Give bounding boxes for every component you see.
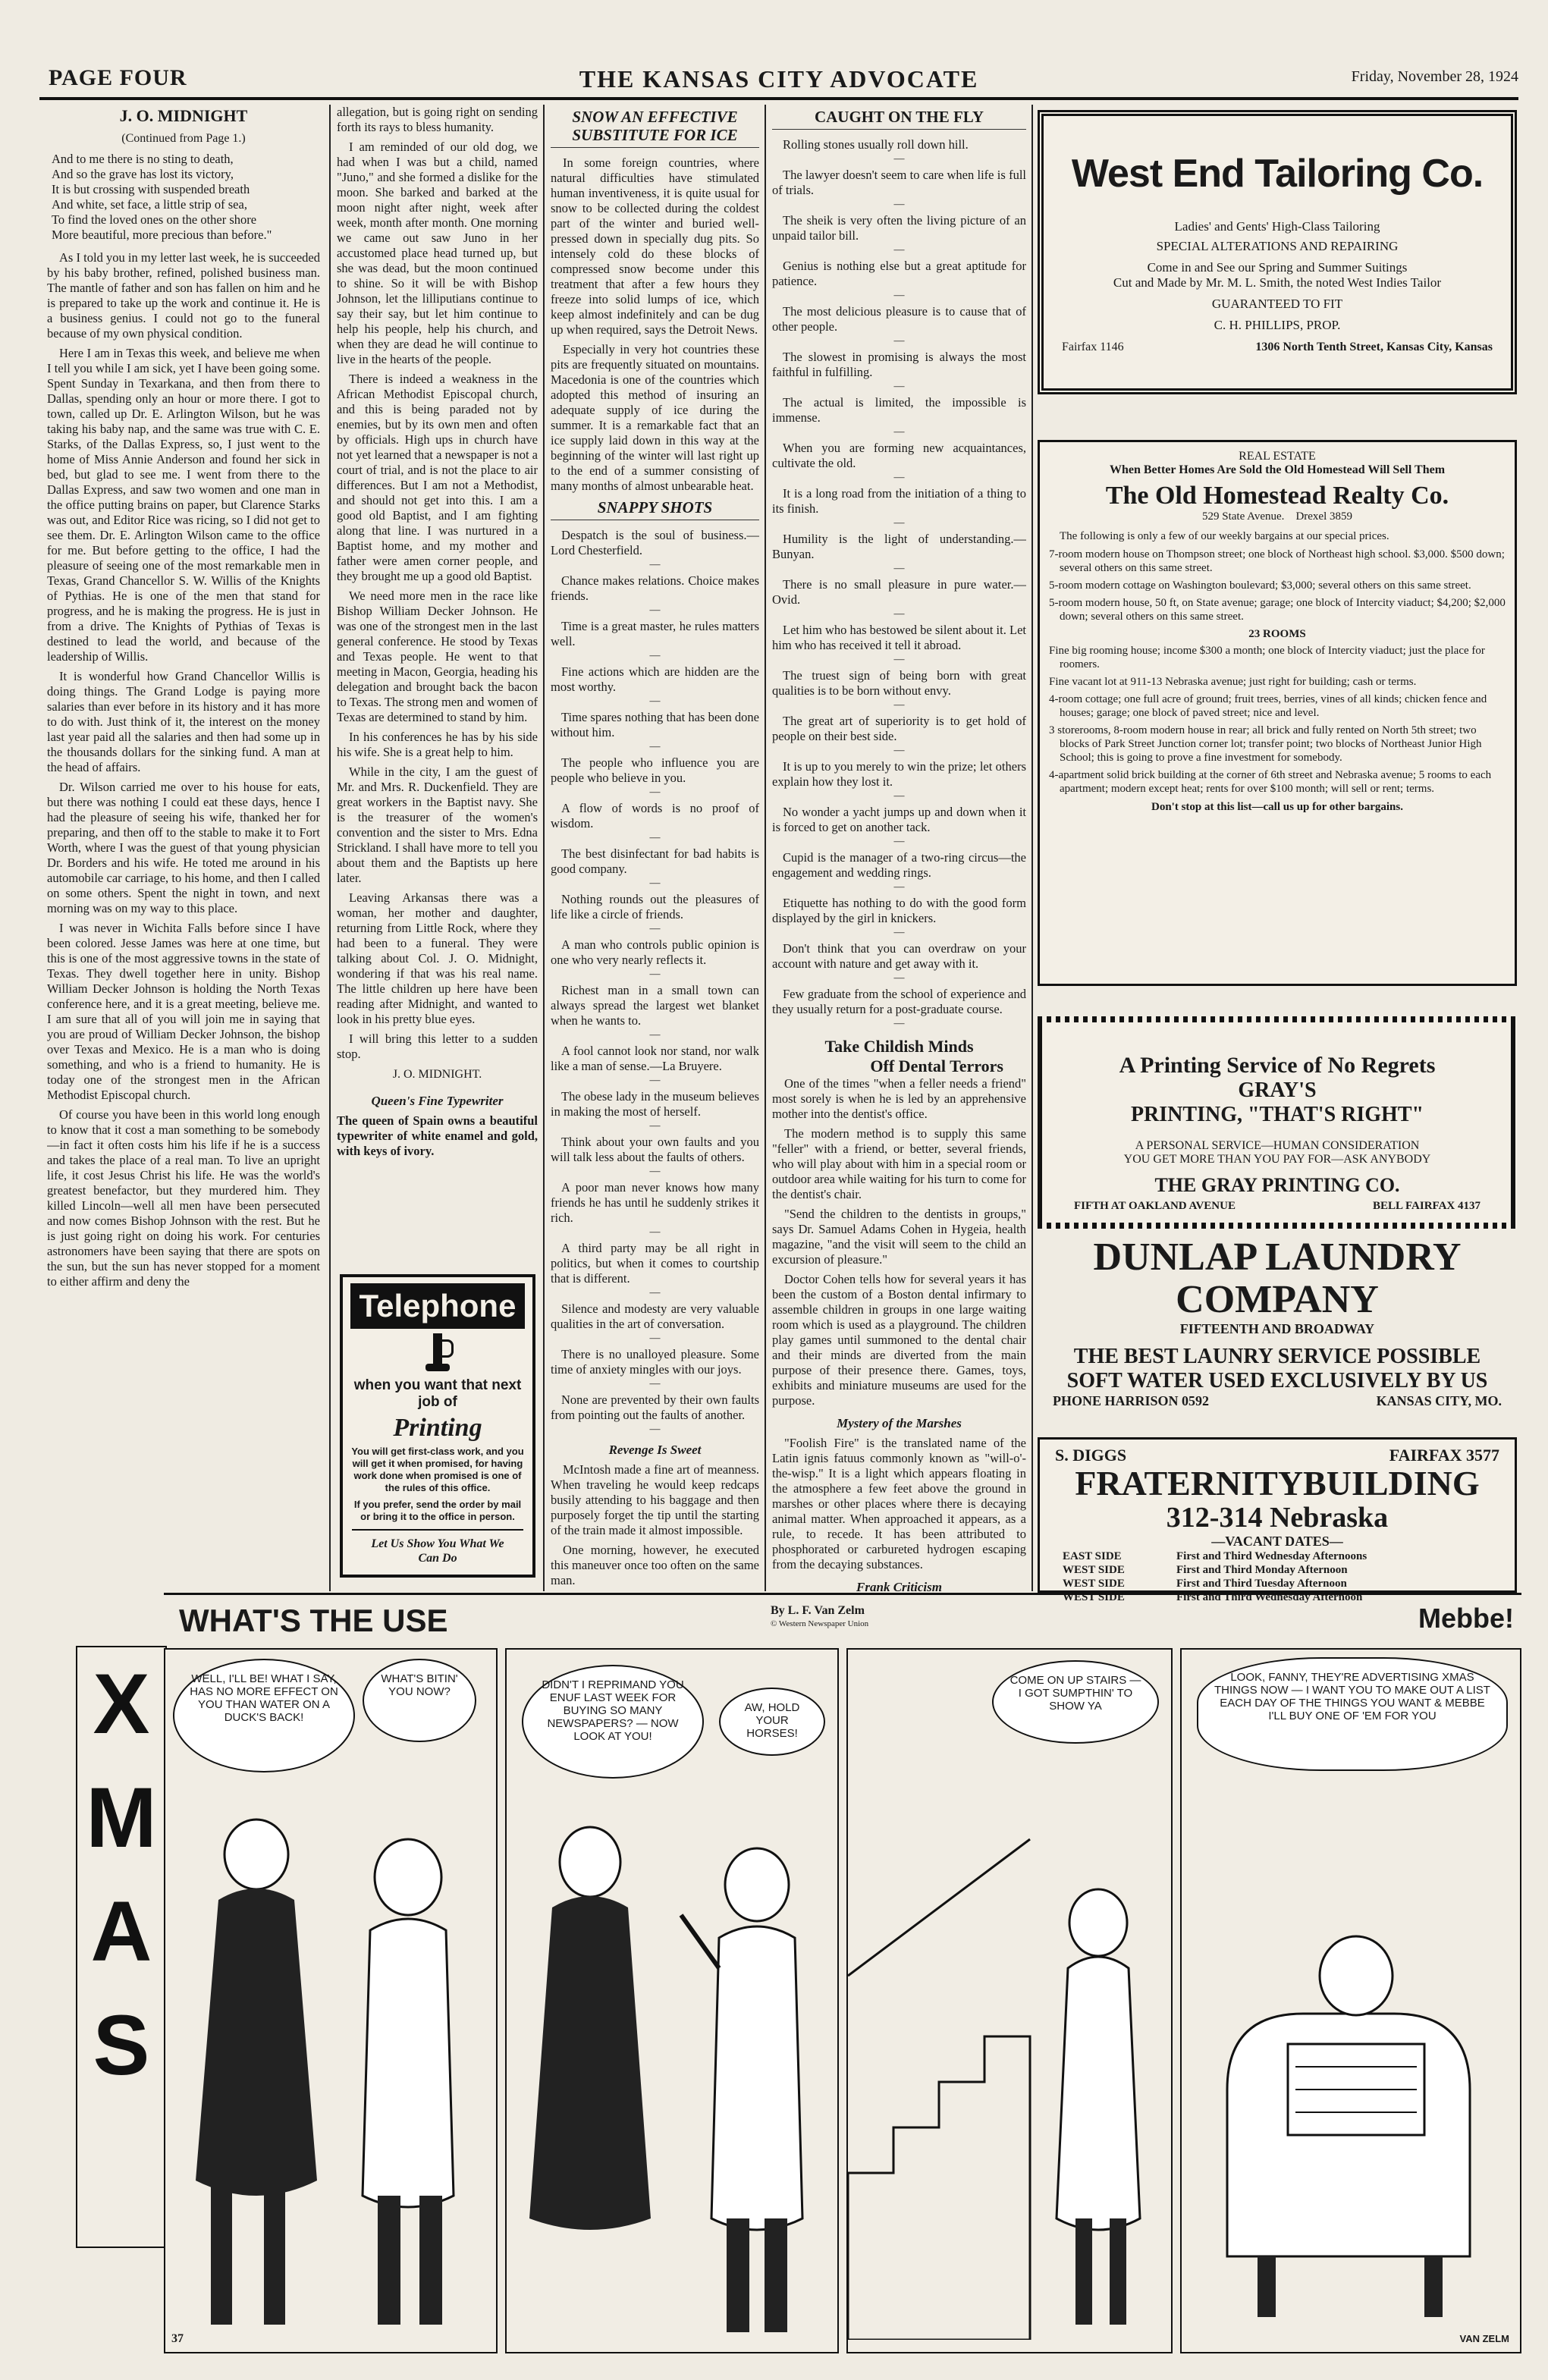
xmas-letter: M xyxy=(86,1770,157,1865)
paragraph: There is indeed a weakness in the African Methodist Episcopal church, and this is being paraded not by enemies, but by its own men and often by officials. High ups in church have not yet learned that a newspaper is not a court of trial, and is not the place to air differences. But I am not a Methodist, and should not get into this. I am a good old Baptist, and I am fighting along that line. I was nurtured in a Baptist home, and my mother and father were amen corner people, and they brought me up a good old Baptist. xyxy=(337,372,538,583)
tailoring-ad xyxy=(1038,110,1517,394)
paragraph: allegation, but is going right on sending forth its rays to bless humanity. xyxy=(337,105,538,134)
separator: — xyxy=(893,654,905,665)
realty-closing: Don't stop at this list—call us up for other bargains. xyxy=(1151,801,1403,813)
speech-balloon: WHAT'S BITIN' YOU NOW? xyxy=(363,1659,476,1742)
paragraph: Dr. Wilson carried me over to his house for eats, but there was nothing I could eat these days, hence I had the pleasure of seeing his wife, thanked her for preparing, and then off to the stable to make it to Fort Worth, where I was the guest of that young physician Dr. Borders and his wife. He toted me around in his automobile car carriage, to his home, and then I called on some others. Spent the night in town, and next morning was on my way to this place. xyxy=(47,780,320,915)
snappy-item: Time is a great master, he rules matters well. xyxy=(551,619,759,648)
separator: — xyxy=(649,1166,661,1177)
realty-listing: 7-room modern house on Thompson street; one block of Northeast high school. $3,000. $500 down; several others on this same street. xyxy=(1049,548,1505,574)
separator: — xyxy=(649,787,661,798)
fly-item: It is a long road from the initiation of a thing to its finish. xyxy=(772,486,1026,516)
dental-headline xyxy=(772,1037,1026,1076)
paragraph: Especially in very hot countries these pits are frequently situated on mountains. Macedonia is one of the countries which adopted this method of insuring an adequate supply of ice during the summer. It is a remarkable fact that an ice supply laid down in this way at the beginning of the winter will last right up to the end of a summer consisting of many months of almost unbearable heat. xyxy=(551,342,759,493)
column-rule xyxy=(1031,105,1033,1591)
laundry-ad xyxy=(1038,1236,1517,1426)
fraternity-top xyxy=(1040,1440,1515,1465)
fraternity-when: First and Third Wednesday Afternoon xyxy=(1176,1591,1363,1603)
snappy-item: A third party may be all right in politics, but when it comes to courtship that is different. xyxy=(551,1241,759,1286)
column-rule xyxy=(329,105,331,1591)
xmas-letter: S xyxy=(93,1998,150,2093)
xmas-letter: A xyxy=(90,1884,152,1979)
fly-item: The lawyer doesn't seem to care when life is full of trials. xyxy=(772,168,1026,197)
fly-item: Let him who has bestowed be silent about it. Let him who has received it tell it abroad. xyxy=(772,623,1026,652)
snappy-item: A man who controls public opinion is one who very nearly reflects it. xyxy=(551,937,759,967)
frank-headline: Frank Criticism xyxy=(856,1580,942,1591)
telephone-body2: If you prefer, send the order by mail or bring it to the office in person. xyxy=(353,1499,522,1522)
separator: — xyxy=(893,563,905,574)
laundry-name: COMPANY xyxy=(1176,1278,1379,1321)
realty-sub: When Better Homes Are Sold the Old Homestead Will Sell Them xyxy=(1109,463,1446,476)
realty-address: 529 State Avenue. xyxy=(1201,510,1285,523)
printing-line: A Printing Service of No Regrets xyxy=(1119,1053,1436,1078)
signature: J. O. MIDNIGHT. xyxy=(392,1068,482,1081)
fly-headline: CAUGHT ON THE FLY xyxy=(772,108,1026,130)
fly-item: The most delicious pleasure is to cause that of other people. xyxy=(772,304,1026,334)
separator: — xyxy=(649,1029,661,1041)
separator: — xyxy=(893,426,905,438)
fly-item: Genius is nothing else but a great aptitude for patience. xyxy=(772,259,1026,288)
tailor-phone: Fairfax 1146 xyxy=(1062,341,1124,353)
paragraph: "Send the children to the dentists in groups," says Dr. Samuel Adams Cohen in Hygeia, health magazine, "and the visit will seem to the child an excursion of pleasure." xyxy=(772,1207,1026,1267)
couple-illustration xyxy=(165,1786,496,2347)
separator: — xyxy=(893,927,905,938)
comic-panel-1 xyxy=(164,1648,498,2353)
paragraph: In his conferences he has by his side his wife. She is a great help to him. xyxy=(337,730,538,759)
fraternity-date-row xyxy=(1040,1577,1515,1590)
fly-item: The great art of superiority is to get hold of people on their best side. xyxy=(772,714,1026,743)
tailor-footer xyxy=(1044,333,1511,354)
printing-name: THE GRAY PRINTING CO. xyxy=(1154,1174,1400,1196)
realty-listing: 5-room modern house, 50 ft, on State avenue; garage; one block of Intercity viaduct; $4,200; $2,000 down; several others on this same street. xyxy=(1049,597,1506,623)
telephone-line1: when you want that next job of xyxy=(353,1377,522,1410)
panel-number: 37 xyxy=(171,2332,184,2345)
fly-list xyxy=(772,137,1026,1029)
column-rule xyxy=(765,105,766,1591)
separator: — xyxy=(893,745,905,756)
separator: — xyxy=(649,650,661,661)
separator: — xyxy=(649,1226,661,1238)
telephone-footer: Let Us Show You What We Can Do xyxy=(352,1529,523,1565)
laundry-footer xyxy=(1038,1393,1517,1409)
fraternity-date-row xyxy=(1040,1563,1515,1577)
realty-phone: Drexel 3859 xyxy=(1295,510,1352,523)
comic-tag: Mebbe! xyxy=(1418,1603,1514,1634)
separator: — xyxy=(893,608,905,620)
laundry-line: SOFT WATER USED EXCLUSIVELY BY US xyxy=(1066,1369,1488,1393)
comic-panel-4 xyxy=(1180,1648,1521,2353)
snappy-item: The obese lady in the museum believes in making the most of herself. xyxy=(551,1089,759,1119)
printing-footer xyxy=(1044,1197,1511,1216)
article-title: J. O. MIDNIGHT xyxy=(119,106,248,125)
printing-phone: BELL FAIRFAX 4137 xyxy=(1373,1200,1480,1212)
fly-item: The sheik is very often the living picture of an unpaid tailor bill. xyxy=(772,213,1026,243)
fly-item: Humility is the light of understanding.—Bunyan. xyxy=(772,532,1026,561)
paragraph: One morning, however, he executed this maneuver once too often on the same man. xyxy=(551,1543,759,1587)
poem xyxy=(52,152,320,243)
typewriter-text: The queen of Spain owns a beautiful typewriter of white enamel and gold, with keys of ivory. xyxy=(337,1113,538,1158)
separator: — xyxy=(893,199,905,210)
xmas-letter: X xyxy=(93,1656,150,1751)
snappy-item: None are prevented by their own faults from pointing out the faults of another. xyxy=(551,1393,759,1422)
realty-ad xyxy=(1038,440,1517,986)
separator: — xyxy=(649,741,661,752)
realty-listings xyxy=(1049,529,1506,814)
paragraph: One of the times "when a feller needs a friend" most sorely is when he is led by an apprehensive mother into the dentist's office. xyxy=(772,1076,1026,1121)
comic-syndicate: © Western Newspaper Union xyxy=(771,1619,869,1628)
fraternity-side: WEST SIDE xyxy=(1063,1578,1125,1590)
snappy-headline: SNAPPY SHOTS xyxy=(551,498,759,520)
separator: — xyxy=(649,878,661,889)
separator: — xyxy=(649,1075,661,1086)
speech-balloon: LOOK, FANNY, THEY'RE ADVERTISING XMAS THINGS NOW — I WANT YOU TO MAKE OUT A LIST EACH DAY OF THE THINGS YOU WANT & MEBBE I'LL BUY ONE OF 'EM FOR YOU xyxy=(1197,1657,1508,1771)
page-label: PAGE FOUR xyxy=(49,65,187,90)
tailor-line: GUARANTEED TO FIT xyxy=(1211,297,1343,311)
paragraph: I will bring this letter to a sudden stop. xyxy=(337,1031,538,1061)
separator: — xyxy=(649,923,661,934)
snappy-item: A poor man never knows how many friends he has until he suddenly strikes it rich. xyxy=(551,1180,759,1225)
revenge-headline: Revenge Is Sweet xyxy=(608,1443,702,1457)
snappy-item: The best disinfectant for bad habits is good company. xyxy=(551,846,759,876)
poem-line: And white, set face, a little strip of sea, xyxy=(52,197,247,212)
realty-listing: 3 storerooms, 8-room modern house in rear; all brick and fully rented on North 5th street; two blocks of Park Street Junction corner lot; transfer point; two blocks of Northeast Junior High School; this is going to prove a fine investment for somebody. xyxy=(1049,724,1482,764)
separator: — xyxy=(649,1378,661,1389)
snappy-item: A fool cannot look nor stand, nor walk like a man of sense.—La Bruyere. xyxy=(551,1044,759,1073)
separator: — xyxy=(893,335,905,347)
continued-note: (Continued from Page 1.) xyxy=(121,132,246,145)
snappy-item: Fine actions which are hidden are the most worthy. xyxy=(551,664,759,694)
comic-strip xyxy=(164,1593,1521,2353)
realty-intro: The following is only a few of our weekly bargains at our special prices. xyxy=(1060,530,1389,542)
printing-line: PRINTING, "THAT'S RIGHT" xyxy=(1130,1103,1424,1126)
realty-listing: 5-room modern cottage on Washington boulevard; $3,000; several others on this same street. xyxy=(1049,579,1471,592)
separator: — xyxy=(893,472,905,483)
fraternity-side: WEST SIDE xyxy=(1063,1564,1125,1576)
paragraph: Leaving Arkansas there was a woman, her mother and daughter, returning from Little Rock, where they had been to a funeral. They were talking about Col. J. O. Midnight, wondering if that was his real name. The little children up here have been reading after Midnight, and wanted to look in his pretty blue eyes. xyxy=(337,890,538,1026)
telephone-body: You will get first-class work, and you will get it when promised, for having work done when promised is one of the rules of this office. xyxy=(351,1446,524,1493)
snappy-item: There is no unalloyed pleasure. Some time of anxiety mingles with our joys. xyxy=(551,1347,759,1377)
paragraph: "Foolish Fire" is the translated name of the Latin ignis fatuus commonly known as "will-o'-the-wisp." It is a light which appears floating in the atmosphere a few feet above the ground in marshes or other places where there is decaying animal matter. When approached it appears, as a rule, to recede. It has been attributed to phosphorated or carbureted hydrogen escaping from the decaying substances. xyxy=(772,1436,1026,1571)
paragraph: Doctor Cohen tells how for several years it has been the custom of a Boston dental infirmary to assemble children in groups in one large waiting room which is used as a playground. The children play games until summoned to the dental chair and their minds are diverted from the main purpose of their presence there. Games, toys, exhibits and miniature museums are used for the purpose. xyxy=(772,1272,1026,1408)
printing-line: YOU GET MORE THAN YOU PAY FOR—ASK ANYBODY xyxy=(1123,1153,1431,1166)
tailor-line: Come in and See our Spring and Summer Suitings xyxy=(1147,260,1408,275)
paper-name: THE KANSAS CITY ADVOCATE xyxy=(579,65,979,93)
paragraph: Here I am in Texas this week, and believe me when I tell you while I am sick, yet I have been going some. Spent Sunday in Texarkana, and then from there to Dallas, spending only an hour or more there. I got to town, called up Dr. E. Arlington Wilson, but he was taking his baby nap, and the same was true with C. E. Starks, of the Dallas Express, so, I just went to the home of Miss Annie Anderson and found her sick in bed, but glad to see me. I went from there to the Dallas Express, and saw two women and one man in the office putting brains on paper, but Clarence Starks was out, and Editor Rice was ricing, so I did not get to see them. Dr. E. Arlington Wilson came to the office for me. But before getting to the office, I had the pleasure of seeing one of the most remarkable men in Texas, Grand Chancellor S. W. Willis of the Knights of Pythias. He is one of the men that stand for progress, and he is making the progress. He is just in from a drive. The Knights of Pythias of Texas is destined to lead the world, and because of the leadership of Willis. xyxy=(47,346,320,664)
column-features xyxy=(551,105,759,1591)
paragraph: Of course you have been in this world long enough to know that it cost a man something to be somebody —in fact it often costs him his life if he is a success and takes the place of a real man. To live an upright life, it cost Jesus Christ his life. He was the world's greatest benefactor, but they murdered him. They killed Lincoln—well all men have been persecuted and now comes Bishop Johnson with the rest. But he is just going right on doing his work. For centuries astronomers have been saying that there are spots on the sun, but the sun has never stopped for a moment to either affirm and deny the xyxy=(47,1107,320,1289)
comic-panel-3 xyxy=(846,1648,1173,2353)
dental-headline-line2: Off Dental Terrors xyxy=(870,1057,1003,1075)
issue-date: Friday, November 28, 1924 xyxy=(1351,68,1518,85)
laundry-line: THE BEST LAUNRY SERVICE POSSIBLE xyxy=(1073,1345,1481,1368)
poem-line: More beautiful, more precious than before." xyxy=(52,228,272,242)
armchair-illustration xyxy=(1182,1786,1520,2347)
fraternity-when: First and Third Wednesday Afternoons xyxy=(1176,1550,1367,1562)
separator: — xyxy=(893,290,905,301)
paragraph: As I told you in my letter last week, he is succeeded by his baby brother, refined, polished business man. The mantle of father and son has fallen on him and he is prepared to take up the work and continue it. He is a business genius. I could not go to the funeral because of my own physical condition. xyxy=(47,250,320,341)
snappy-item: Richest man in a small town can always spread the largest wet blanket when he wants to. xyxy=(551,983,759,1028)
fly-item: Don't think that you can overdraw on your account with nature and get away with it. xyxy=(772,941,1026,971)
laundry-address: FIFTEENTH AND BROADWAY xyxy=(1179,1321,1375,1336)
typewriter-headline: Queen's Fine Typewriter xyxy=(371,1094,504,1108)
fly-item: Etiquette has nothing to do with the good form displayed by the girl in knickers. xyxy=(772,896,1026,925)
fraternity-date-row xyxy=(1040,1550,1515,1563)
snappy-item: Silence and modesty are very valuable qualities in the art of conversation. xyxy=(551,1301,759,1331)
poem-line: It is but crossing with suspended breath xyxy=(52,182,250,196)
snappy-item: The people who influence you are people who believe in you. xyxy=(551,755,759,785)
fraternity-owner: S. DIGGS xyxy=(1055,1446,1127,1465)
fraternity-when: First and Third Tuesday Afternoon xyxy=(1176,1578,1347,1590)
telephone-printing-ad xyxy=(340,1274,535,1578)
argument-illustration xyxy=(507,1794,837,2340)
fraternity-ad xyxy=(1038,1437,1517,1603)
snappy-item: Time spares nothing that has been done without him. xyxy=(551,710,759,739)
separator: — xyxy=(893,517,905,529)
fraternity-name: FRATERNITYBUILDING xyxy=(1075,1464,1480,1502)
separator: — xyxy=(649,559,661,570)
fly-item: No wonder a yacht jumps up and down when it is forced to get on another tack. xyxy=(772,805,1026,834)
tailor-line: Ladies' and Gents' High-Class Tailoring xyxy=(1174,219,1380,234)
tailor-line: SPECIAL ALTERATIONS AND REPAIRING xyxy=(1156,239,1399,253)
realty-name: The Old Homestead Realty Co. xyxy=(1105,482,1449,510)
realty-contact xyxy=(1049,510,1506,523)
separator: — xyxy=(893,790,905,802)
masthead xyxy=(39,62,1518,100)
fraternity-side: EAST SIDE xyxy=(1063,1550,1122,1562)
poem-line: And to me there is no sting to death, xyxy=(52,152,234,166)
separator: — xyxy=(893,381,905,392)
separator: — xyxy=(649,695,661,707)
paragraph: It is wonderful how Grand Chancellor Willis is doing things. The Grand Lodge is paying more salaries than ever before in its history and it has more to do with. Just think of it, the interest on the money last year paid all the salaries and then had some up in the thousands dollars for the sinking fund. A man at the head of affairs. xyxy=(47,669,320,774)
snappy-item: Nothing rounds out the pleasures of life like a circle of friends. xyxy=(551,892,759,922)
paragraph: The modern method is to supply this same "feller" with a friend, or better, several friends, who will play about with him in a special room or outdoor area while waiting for his turn to come for the dentist's chair. xyxy=(772,1126,1026,1201)
paragraph: I am reminded of our old dog, we had when I was but a child, named "Juno," and she formed a dislike for the moon. She barked and barked at the moon night after night, week after week, month after month. One morning we came out saw Juno in her accustomed place head turned up, but she was dead, but the moon continued to shine. So it will be with Bishop Johnson, let the lilliputians continue to say their say, but let him continue to help his people, help his church, and when they are dead he will continue to live in the hearts of the people. xyxy=(337,140,538,366)
printing-line: A PERSONAL SERVICE—HUMAN CONSIDERATION xyxy=(1135,1139,1420,1152)
speech-balloon: DIDN'T I REPRIMAND YOU ENUF LAST WEEK FOR BUYING SO MANY NEWSPAPERS? — NOW LOOK AT YOU! xyxy=(522,1665,704,1779)
realty-listing: 4-apartment solid brick building at the corner of 6th street and Nebraska avenue; 5 rooms to each apartment; modern except heat; rents for over $100 month; will sell or rent; terms. xyxy=(1049,769,1492,795)
paragraph: I was never in Wichita Falls before since I have been colored. Jesse James was here at one time, but this is one of the most aggressive towns in the state of Texas. They dwell together here in unity. Bishop William Decker Johnson is holding the North Texas conference here, and it is a great meeting, believe me. I am sure that all of you will join me in saying that you are proud of William Decker Johnson, the bishop over Texas and Mexico. He is a man who is doing something, and who is a friend to humanity. He is today one of the strongest men in the African Methodist Episcopal church. xyxy=(47,921,320,1102)
fly-item: There is no small pleasure in pure water.—Ovid. xyxy=(772,577,1026,607)
realty-rooms-head: 23 ROOMS xyxy=(1248,628,1306,640)
fraternity-street: 312-314 Nebraska xyxy=(1166,1502,1389,1534)
telephone-title: Telephone xyxy=(350,1283,525,1329)
fraternity-side: WEST SIDE xyxy=(1063,1591,1125,1603)
printing-line: GRAY'S xyxy=(1238,1079,1317,1102)
paragraph: In some foreign countries, where natural difficulties have stimulated human inventiveness, it is quite usual for snow to be collected during the coldest part of the winter and buried well-pressed down in specially dug pits. So intensely cold do these blocks of compressed snow become under this treatment that after a few hours they freeze into solid lumps of ice, which keep almost indefinitely and can be dug up when required, says the Detroit News. xyxy=(551,155,759,337)
comic-panel-2 xyxy=(505,1648,839,2353)
tailor-address: 1306 North Tenth Street, Kansas City, Kansas xyxy=(1255,341,1493,353)
tailor-name: West End Tailoring Co. xyxy=(1071,152,1484,196)
snappy-list xyxy=(551,528,759,1435)
separator: — xyxy=(893,699,905,711)
realty-head: REAL ESTATE xyxy=(1239,450,1316,463)
realty-listing: Fine vacant lot at 911-13 Nebraska avenue; just right for building; cash or terms. xyxy=(1049,676,1417,688)
fly-item: Rolling stones usually roll down hill. xyxy=(783,137,969,152)
separator: — xyxy=(649,1120,661,1132)
separator: — xyxy=(893,972,905,984)
dental-headline-line1: Take Childish Minds xyxy=(824,1037,974,1056)
fraternity-when: First and Third Monday Afternoon xyxy=(1176,1564,1348,1576)
artist-signature: VAN ZELM xyxy=(1459,2333,1509,2344)
snow-headline: SNOW AN EFFECTIVE SUBSTITUTE FOR ICE xyxy=(551,108,759,148)
poem-line: To find the loved ones on the other shore xyxy=(52,212,257,227)
stairs-illustration xyxy=(848,1748,1171,2340)
fly-item: The truest sign of being born with great qualities is to be born without envy. xyxy=(772,668,1026,698)
laundry-name: DUNLAP LAUNDRY xyxy=(1093,1236,1462,1279)
printing-ad xyxy=(1038,1016,1517,1229)
separator: — xyxy=(893,244,905,256)
laundry-phone: PHONE HARRISON 0592 xyxy=(1053,1393,1210,1408)
realty-listing: 4-room cottage; one full acre of ground; fruit trees, berries, vines of all kinds; chicken fence and houses; garage; one block of paved street; nice and level. xyxy=(1049,693,1487,719)
fly-item: The actual is limited, the impossible is immense. xyxy=(772,395,1026,425)
paragraph: While in the city, I am the guest of Mr. and Mrs. R. Duckenfield. They are great workers in the Baptist navy. She is the treasurer of the women's convention and the sister to Mrs. Edna Strickland. I shall have more to tell you about them and the Baptists up here later. xyxy=(337,765,538,885)
fraternity-phone: FAIRFAX 3577 xyxy=(1389,1446,1499,1465)
fly-item: Cupid is the manager of a two-ring circus—the engagement and wedding rings. xyxy=(772,850,1026,880)
snappy-item: Chance makes relations. Choice makes friends. xyxy=(551,573,759,603)
speech-balloon: WELL, I'LL BE! WHAT I SAY, HAS NO MORE EFFECT ON YOU THAN WATER ON A DUCK'S BACK! xyxy=(173,1659,355,1772)
column-rule xyxy=(543,105,545,1591)
separator: — xyxy=(649,969,661,980)
fly-item: Few graduate from the school of experience and they usually return for a post-graduate course. xyxy=(772,987,1026,1016)
separator: — xyxy=(893,153,905,165)
xmas-sidebar xyxy=(76,1646,167,2248)
tailor-line: Cut and Made by Mr. M. L. Smith, the noted West Indies Tailor xyxy=(1113,275,1442,290)
speech-balloon: AW, HOLD YOUR HORSES! xyxy=(719,1688,825,1756)
realty-listing: Fine big rooming house; income $300 a month; one block of Intercity viaduct; just the place for roomers. xyxy=(1049,645,1485,670)
telephone-printing-word: Printing xyxy=(393,1414,482,1442)
separator: — xyxy=(893,881,905,893)
telephone-icon xyxy=(422,1333,453,1373)
separator: — xyxy=(649,1333,661,1344)
separator: — xyxy=(649,1424,661,1435)
paragraph: We need more men in the race like Bishop William Decker Johnson. He was one of the strongest men in the last general conference. He stood by Texas and Texas people. He went to that meeting in Macon, Georgia, heading his delegation and brought back the bacon to Texas. The strong men and women of Texas are determined to stand by him. xyxy=(337,589,538,724)
laundry-city: KANSAS CITY, MO. xyxy=(1376,1393,1502,1408)
separator: — xyxy=(649,604,661,616)
column-fly xyxy=(772,105,1026,1591)
tailor-line: C. H. PHILLIPS, PROP. xyxy=(1214,318,1341,332)
snappy-item: Think about your own faults and you will talk less about the faults of others. xyxy=(551,1135,759,1164)
comic-byline: By L. F. Van Zelm xyxy=(771,1604,865,1617)
comic-title: WHAT'S THE USE xyxy=(179,1603,448,1638)
separator: — xyxy=(649,832,661,843)
fly-item: The slowest in promising is always the most faithful in fulfilling. xyxy=(772,350,1026,379)
speech-balloon: COME ON UP STAIRS — I GOT SUMPTHIN' TO SHOW YA xyxy=(992,1660,1159,1744)
fraternity-vacant: —VACANT DATES— xyxy=(1211,1534,1343,1549)
separator: — xyxy=(893,1018,905,1029)
paragraph: McIntosh made a fine art of meanness. When traveling he would keep redcaps busily attending to his baggage and then purposely forget the tip until the starting of the train made it almost impossible. xyxy=(551,1462,759,1537)
snappy-item: A flow of words is no proof of wisdom. xyxy=(551,801,759,830)
fly-item: When you are forming new acquaintances, cultivate the old. xyxy=(772,441,1026,470)
poem-line: And so the grave has lost its victory, xyxy=(52,167,234,181)
separator: — xyxy=(893,836,905,847)
column-midnight xyxy=(47,105,320,1591)
marsh-headline: Mystery of the Marshes xyxy=(837,1416,962,1430)
snappy-item: Despatch is the soul of business.—Lord Chesterfield. xyxy=(551,528,759,557)
printing-address: FIFTH AT OAKLAND AVENUE xyxy=(1074,1200,1236,1212)
fly-item: It is up to you merely to win the prize; let others explain how they lost it. xyxy=(772,759,1026,789)
separator: — xyxy=(649,1287,661,1298)
